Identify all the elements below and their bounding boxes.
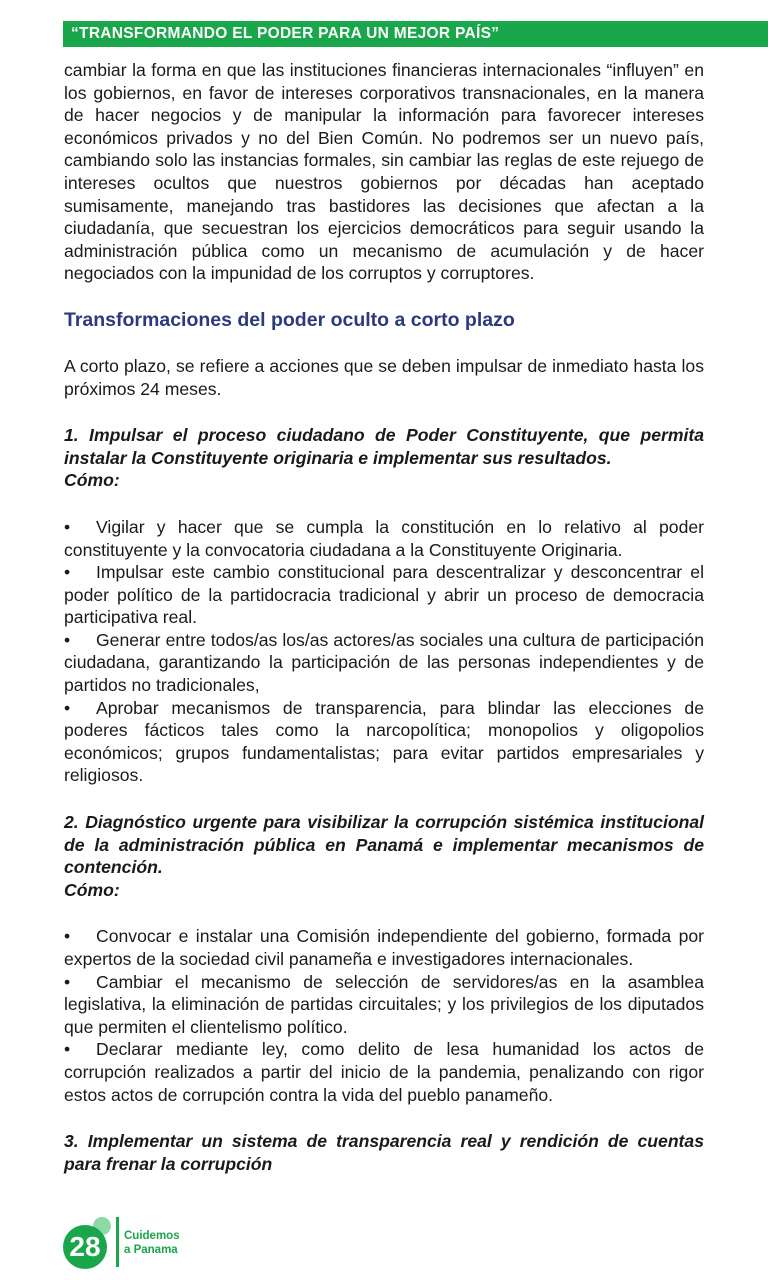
item-2-heading: 2. Diagnóstico urgente para visibilizar la corrupción sistémica institucional de la administración pública en Panamá e implementar mecanismos de contención. bbox=[64, 812, 704, 878]
list-item: • Aprobar mecanismos de transparencia, para blindar las elecciones de poderes fácticos tales como la narcopolítica; monopolios y oligopolios económicos; grupos fundamentalistas; para evitar partidos empresariales y religiosos. bbox=[64, 697, 704, 786]
page-body bbox=[64, 59, 704, 1175]
list-item: • Declarar mediante ley, como delito de lesa humanidad los actos de corrupción realizados a partir del inicio de la pandemia, penalizando con rigor estos actos de corrupción contra la vida del pueblo panameño. bbox=[64, 1039, 704, 1105]
brand-logo-text: Cuidemos a Panama bbox=[124, 1230, 180, 1256]
item-3-heading: 3. Implementar un sistema de transparencia real y rendición de cuentas para frenar la corrupción bbox=[64, 1131, 704, 1174]
footer-divider bbox=[116, 1217, 119, 1267]
bullet-icon: • bbox=[64, 1039, 71, 1060]
bullet-icon: • bbox=[64, 926, 71, 947]
list-item: • Vigilar y hacer que se cumpla la constitución en lo relativo al poder constituyente y la convocatoria ciudadana a la Constituyente Originaria. bbox=[64, 516, 704, 560]
bullet-icon: • bbox=[64, 629, 71, 650]
intro-paragraph: cambiar la forma en que las instituciones financieras internacionales “influyen” en los gobiernos, en favor de intereses corporativos transnacionales, en la manera de hacer negocios y de manipular la información para favorecer intereses económicos privados y no del Bien Común. No podremos ser un nuevo país, cambiando solo las instancias formales, sin cambiar las reglas de este rejuego de intereses ocultos que nuestros gobiernos por décadas han aceptado sumisamente, manejando tras bastidores las decisiones que afectan a la ciudadanía, que secuestran los ejercicios democráticos para seguir usando la administración pública como un mecanismo de acumulación y de hacer negociados con la impunidad de los corruptos y corruptores. bbox=[64, 60, 704, 284]
section-intro: A corto plazo, se refiere a acciones que se deben impulsar de inmediato hasta los próximos 24 meses. bbox=[64, 355, 704, 399]
bullet-icon: • bbox=[64, 516, 71, 537]
bullet-icon: • bbox=[64, 971, 71, 992]
bullet-icon: • bbox=[64, 562, 71, 583]
list-item: • Impulsar este cambio constitucional para descentralizar y desconcentrar el poder político de la partidocracia tradicional y abrir un proceso de democracia participativa real. bbox=[64, 562, 704, 628]
list-item: • Generar entre todos/as los/as actores/as sociales una cultura de participación ciudadana, garantizando la participación de las personas independientes y de partidos no tradicionales, bbox=[64, 629, 704, 696]
item-1-heading: 1. Impulsar el proceso ciudadano de Poder Constituyente, que permita instalar la Constituyente originaria e implementar sus resultados. bbox=[64, 425, 704, 468]
page-number: 28 bbox=[63, 1225, 107, 1269]
item-2-como: Cómo: bbox=[64, 879, 120, 900]
list-item: • Convocar e instalar una Comisión independiente del gobierno, formada por expertos de la sociedad civil panameña e investigadores internacionales. bbox=[64, 926, 704, 969]
section-title: Transformaciones del poder oculto a corto plazo bbox=[64, 308, 515, 331]
running-header: “TRANSFORMANDO EL PODER PARA UN MEJOR PAÍS” bbox=[63, 21, 768, 47]
list-item: • Cambiar el mecanismo de selección de servidores/as en la asamblea legislativa, la eliminación de partidas circuitales; y los privilegios de los diputados que permiten el clientelismo político. bbox=[64, 971, 704, 1037]
item-1-como: Cómo: bbox=[64, 470, 120, 491]
page-footer bbox=[63, 1213, 263, 1269]
bullet-icon: • bbox=[64, 697, 71, 718]
